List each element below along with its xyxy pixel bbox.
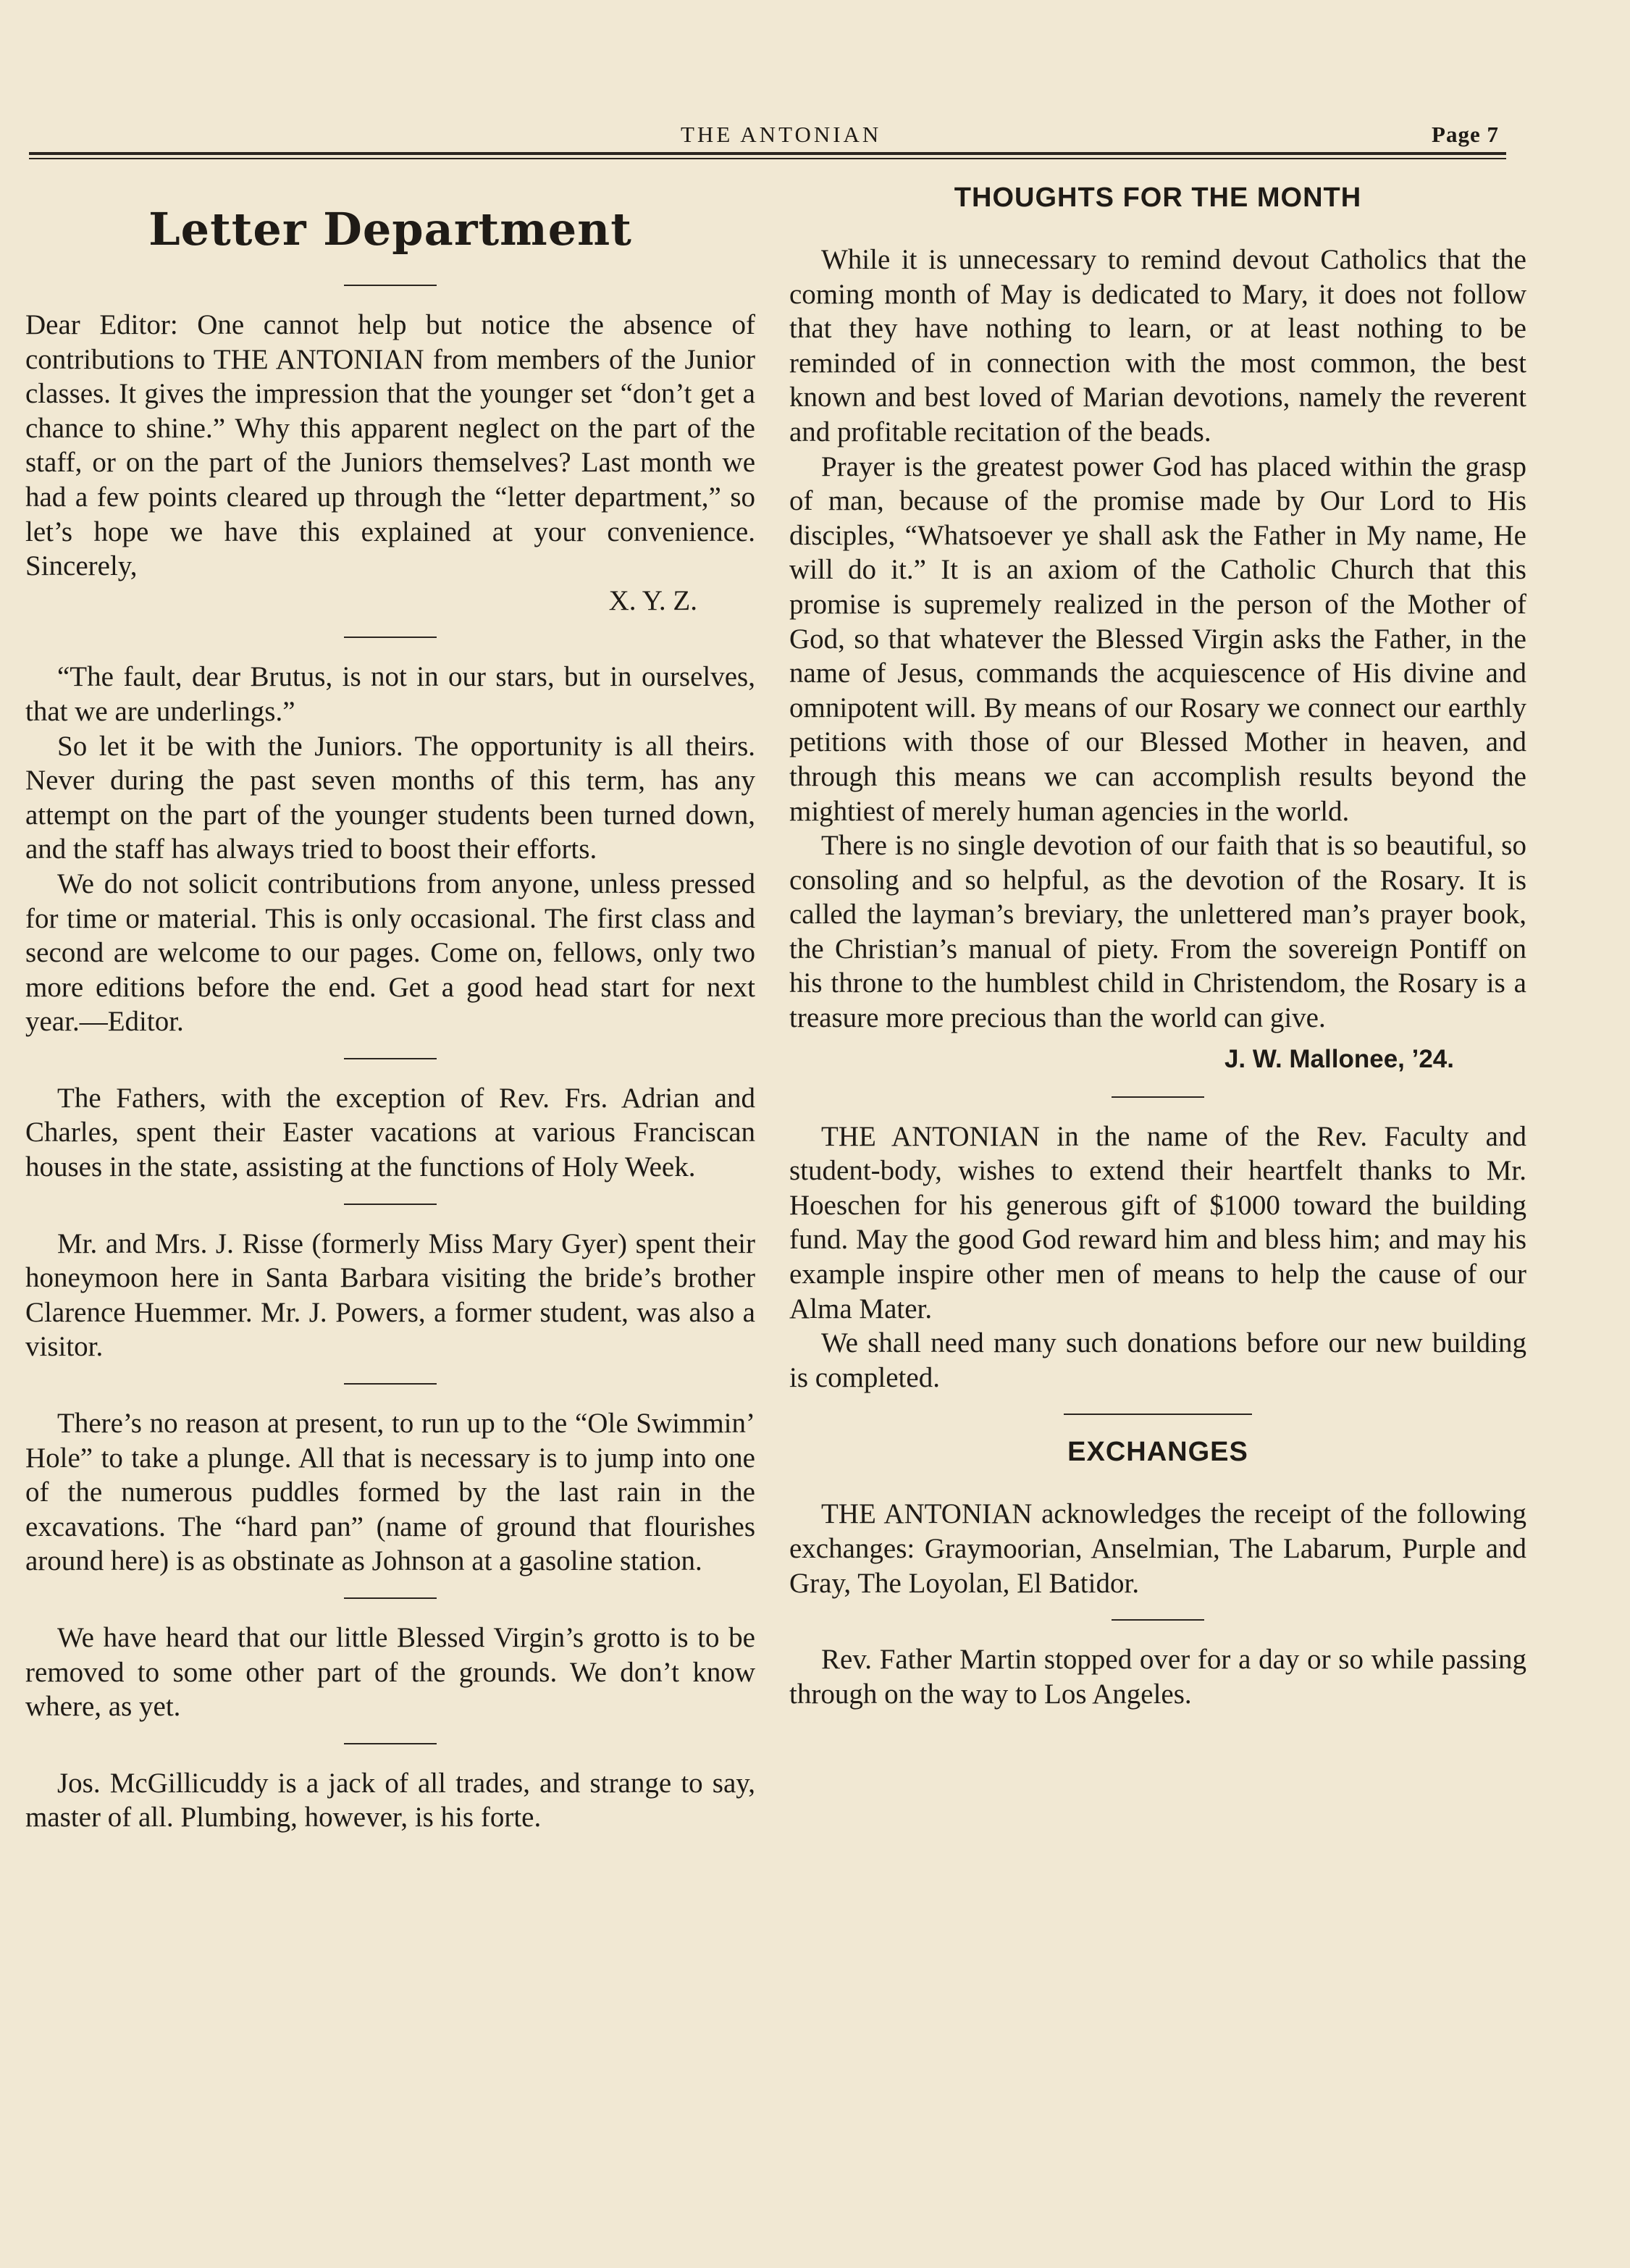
separator xyxy=(1064,1414,1252,1415)
thanks-paragraph: We shall need many such donations before our new building is completed. xyxy=(789,1327,1526,1393)
letter-signature: X. Y. Z. xyxy=(608,584,697,616)
separator xyxy=(344,285,437,286)
header-rule xyxy=(29,152,1506,155)
header-rule-thin xyxy=(29,158,1506,159)
page-number: Page 7 xyxy=(1432,122,1499,147)
thoughts-byline: J. W. Mallonee, ’24. xyxy=(1224,1044,1454,1073)
thoughts-paragraph: There is no single devotion of our faith that is so beautiful, so consoling and so helpful, as the devotion of the Rosary. It is called the layman’s breviary, the unlettered man’s prayer book, the Christian’s manual of piety. From the sovereign Pontiff on his throne to the humblest child in Christendom, the Rosary is a treasure more precious than the world can give. xyxy=(789,830,1526,1034)
separator xyxy=(344,1058,437,1059)
news-item-honeymoon: Mr. and Mrs. J. Risse (formerly Miss Mary Gyer) spent their honeymoon here in Santa Barbara visiting the bride’s brother Clarence Huemmer. Mr. J. Powers, a former student, was also a visitor. xyxy=(25,1227,755,1363)
thoughts-paragraph: Prayer is the greatest power God has placed within the grasp of man, because of the promise made by Our Lord to His disciples, “Whatsoever ye shall ask the Father in My name, He will do it.” It is an axiom of the Catholic Church that this promise is supremely realized in the person of the Mother of God, so that whatever the Blessed Virgin asks the Father, in the name of Jesus, commands the acquiescence of His divine and omnipotent will. By means of our Rosary we connect our earthly petitions with those of our Blessed Mother in heaven, and through this means we can accomplish results beyond the mightiest of merely human agencies in the world. xyxy=(789,450,1526,827)
news-item-father-martin: Rev. Father Martin stopped over for a day or so while passing through on the way to Los Angeles. xyxy=(789,1644,1526,1710)
letter-department-heading: Letter Department xyxy=(148,203,632,256)
reply-quote: “The fault, dear Brutus, is not in our stars, but in ourselves, that we are underlings.” xyxy=(25,661,755,727)
separator xyxy=(1112,1096,1204,1098)
left-column xyxy=(25,181,755,1835)
letter-body: Dear Editor: One cannot help but notice the absence of contributions to THE ANTONIAN from members of the Junior classes. It gives the impression that the younger set “don’t get a chance to shine.” Why this apparent neglect on the part of the staff, or on the part of the Juniors themselves? Last month we had a few points cleared up through the “letter department,” so let’s hope we have this explained at your convenience. Sincerely, xyxy=(25,309,755,582)
thoughts-heading: THOUGHTS FOR THE MONTH xyxy=(954,182,1362,213)
thanks-paragraph: THE ANTONIAN in the name of the Rev. Faculty and student-body, wishes to extend their heartfelt thanks to Mr. Hoeschen for his generous gift of $1000 toward the building fund. May the good God reward him and bless him; and may his example inspire other men of means to help the cause of our Alma Mater. xyxy=(789,1120,1526,1324)
news-item-mcgillicuddy: Jos. McGillicuddy is a jack of all trades, and strange to say, master of all. Plumbing, however, is his forte. xyxy=(25,1767,755,1834)
separator xyxy=(344,1204,437,1205)
right-column xyxy=(789,181,1526,1711)
separator xyxy=(1112,1619,1204,1621)
news-item-easter: The Fathers, with the exception of Rev. Frs. Adrian and Charles, spent their Easter vacations at various Franciscan houses in the state, assisting at the functions of Holy Week. xyxy=(25,1082,755,1183)
news-item-swimming: There’s no reason at present, to run up to the “Ole Swimmin’ Hole” to take a plunge. All that is necessary is to jump into one of the numerous puddles formed by the last rain in the excavations. The “hard pan” (name of ground that flourishes around here) is as obstinate as Johnson at a gasoline station. xyxy=(25,1408,755,1577)
separator xyxy=(344,1743,437,1744)
running-header xyxy=(29,122,1506,165)
thoughts-paragraph: While it is unnecessary to remind devout Catholics that the coming month of May is dedicated to Mary, it does not follow that they have nothing to learn, or at least nothing to be reminded of in connection with the most common, the best known and best loved of Marian devotions, namely the reverent and profitable recitation of the beads. xyxy=(789,244,1526,448)
reply-paragraph: So let it be with the Juniors. The opportunity is all theirs. Never during the past seven months of this term, has any attempt on the part of the younger students been turned down, and the staff has always tried to boost their efforts. xyxy=(25,730,755,865)
separator xyxy=(344,1383,437,1385)
exchanges-heading: EXCHANGES xyxy=(1067,1437,1248,1468)
publication-title: THE ANTONIAN xyxy=(681,122,882,147)
reply-paragraph: We do not solicit contributions from anyone, unless pressed for time or material. This is only occasional. The first class and second are welcome to our pages. Come on, fellows, only two more editions before the end. Get a good head start for next year.—Editor. xyxy=(25,868,755,1038)
exchanges-paragraph: THE ANTONIAN acknowledges the receipt of the following exchanges: Graymoorian, Anselmian, The Labarum, Purple and Gray, The Loyolan, El Batidor. xyxy=(789,1498,1526,1599)
separator xyxy=(344,1597,437,1599)
news-item-grotto: We have heard that our little Blessed Virgin’s grotto is to be removed to some other part of the grounds. We don’t know where, as yet. xyxy=(25,1622,755,1723)
separator xyxy=(344,637,437,638)
